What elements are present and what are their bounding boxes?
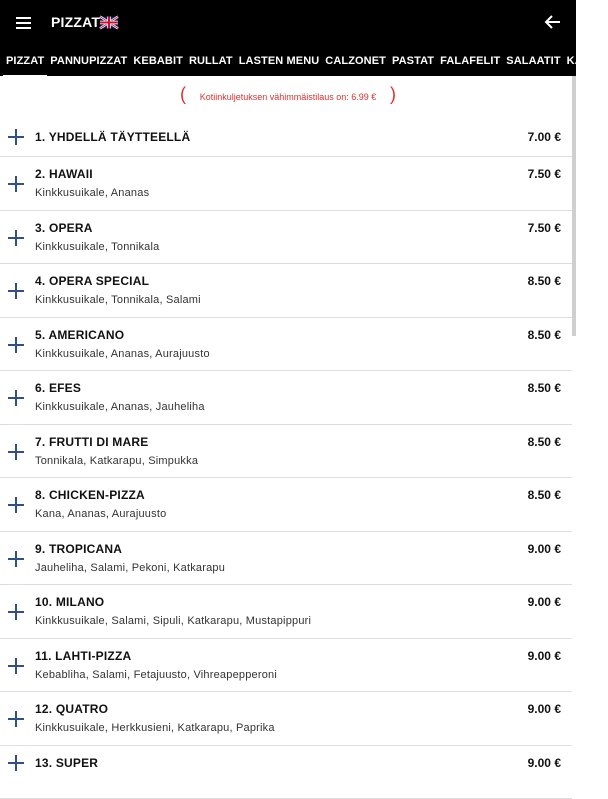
menu-item-row[interactable] bbox=[0, 585, 572, 639]
item-description: Kinkkusuikale, Tonnikala bbox=[35, 241, 159, 253]
item-price: 8.50 € bbox=[528, 328, 561, 342]
min-order-text: Kotiinkuljetuksen vähimmäistilaus on: 6.99 € bbox=[200, 92, 377, 102]
menu-item-row[interactable] bbox=[0, 639, 572, 693]
menu-item-row[interactable] bbox=[0, 692, 572, 746]
app-header bbox=[0, 0, 576, 46]
menu-item-row[interactable] bbox=[0, 746, 572, 799]
item-name: 5. AMERICANO bbox=[35, 328, 124, 342]
menu-item-row[interactable] bbox=[0, 371, 572, 425]
item-name: 4. OPERA SPECIAL bbox=[35, 274, 149, 288]
item-price: 9.00 € bbox=[528, 649, 561, 663]
menu-item-row[interactable] bbox=[0, 120, 572, 157]
add-item-plus-icon[interactable] bbox=[8, 604, 24, 620]
tab-pizzat[interactable]: PIZZAT bbox=[3, 47, 47, 77]
item-description: Kinkkusuikale, Salami, Sipuli, Katkarapu, Mustapippuri bbox=[35, 615, 311, 627]
item-description: Tonnikala, Katkarapu, Simpukka bbox=[35, 455, 198, 467]
tab-salaatit[interactable]: SALAATIT bbox=[503, 46, 563, 76]
item-price: 7.50 € bbox=[528, 221, 561, 235]
item-name: 7. FRUTTI DI MARE bbox=[35, 435, 148, 449]
add-item-plus-icon[interactable] bbox=[8, 129, 24, 145]
item-description: Kinkkusuikale, Ananas, Aurajuusto bbox=[35, 348, 210, 360]
menu-item-row[interactable] bbox=[0, 211, 572, 265]
tab-kanat[interactable]: KANAT bbox=[564, 46, 608, 76]
add-item-plus-icon[interactable] bbox=[8, 711, 24, 727]
item-name: 8. CHICKEN-PIZZA bbox=[35, 488, 145, 502]
item-price: 7.00 € bbox=[528, 130, 561, 144]
menu-item-row[interactable] bbox=[0, 318, 572, 372]
hamburger-menu-icon[interactable] bbox=[16, 17, 31, 29]
item-price: 9.00 € bbox=[528, 702, 561, 716]
page-title: PIZZAT bbox=[51, 14, 100, 30]
add-item-plus-icon[interactable] bbox=[8, 551, 24, 567]
tab-kebabit[interactable]: KEBABIT bbox=[130, 46, 186, 76]
add-item-plus-icon[interactable] bbox=[8, 176, 24, 192]
item-name: 10. MILANO bbox=[35, 595, 104, 609]
add-item-plus-icon[interactable] bbox=[8, 497, 24, 513]
item-name: 9. TROPICANA bbox=[35, 542, 122, 556]
uk-flag-icon[interactable] bbox=[100, 16, 118, 29]
add-item-plus-icon[interactable] bbox=[8, 755, 24, 771]
min-order-notice: ( Kotiinkuljetuksen vähimmäistilaus on: 6.99 € ) bbox=[180, 87, 396, 107]
add-item-plus-icon[interactable] bbox=[8, 283, 24, 299]
item-description: Kinkkusuikale, Ananas bbox=[35, 187, 149, 199]
item-price: 8.50 € bbox=[528, 381, 561, 395]
item-name: 11. LAHTI-PIZZA bbox=[35, 649, 131, 663]
item-description: Kana, Ananas, Aurajuusto bbox=[35, 508, 166, 520]
item-name: 13. SUPER bbox=[35, 756, 98, 770]
item-price: 9.00 € bbox=[528, 542, 561, 556]
item-price: 7.50 € bbox=[528, 167, 561, 181]
item-price: 9.00 € bbox=[528, 756, 561, 770]
item-description: Kebabliha, Salami, Fetajuusto, Vihreapepperoni bbox=[35, 669, 277, 681]
tab-rullat[interactable]: RULLAT bbox=[186, 46, 236, 76]
item-name: 2. HAWAII bbox=[35, 167, 93, 181]
item-description: Kinkkusuikale, Tonnikala, Salami bbox=[35, 294, 201, 306]
category-tabs bbox=[0, 46, 576, 76]
item-name: 12. QUATRO bbox=[35, 702, 108, 716]
menu-item-row[interactable] bbox=[0, 425, 572, 479]
item-name: 6. EFES bbox=[35, 381, 81, 395]
add-item-plus-icon[interactable] bbox=[8, 337, 24, 353]
item-name: 1. YHDELLÄ TÄYTTEELLÄ bbox=[35, 130, 190, 144]
item-description: Kinkkusuikale, Ananas, Jauheliha bbox=[35, 401, 205, 413]
item-price: 9.00 € bbox=[528, 595, 561, 609]
menu-item-row[interactable] bbox=[0, 532, 572, 586]
add-item-plus-icon[interactable] bbox=[8, 444, 24, 460]
item-price: 8.50 € bbox=[528, 488, 561, 502]
add-item-plus-icon[interactable] bbox=[8, 390, 24, 406]
tab-lasten-menu[interactable]: LASTEN MENU bbox=[236, 46, 323, 76]
tab-calzonet[interactable]: CALZONET bbox=[322, 46, 389, 76]
item-price: 8.50 € bbox=[528, 435, 561, 449]
item-name: 3. OPERA bbox=[35, 221, 93, 235]
menu-item-row[interactable] bbox=[0, 478, 572, 532]
scrollbar[interactable] bbox=[572, 76, 576, 336]
add-item-plus-icon[interactable] bbox=[8, 658, 24, 674]
tab-pastat[interactable]: PASTAT bbox=[389, 46, 437, 76]
item-description: Kinkkusuikale, Herkkusieni, Katkarapu, Paprika bbox=[35, 722, 275, 734]
item-description: Jauheliha, Salami, Pekoni, Katkarapu bbox=[35, 562, 225, 574]
arrow-left-icon[interactable] bbox=[544, 12, 562, 32]
menu-item-row[interactable] bbox=[0, 264, 572, 318]
add-item-plus-icon[interactable] bbox=[8, 230, 24, 246]
item-price: 8.50 € bbox=[528, 274, 561, 288]
menu-item-row[interactable] bbox=[0, 157, 572, 211]
tab-falafelit[interactable]: FALAFELIT bbox=[437, 46, 503, 76]
menu-list bbox=[0, 120, 572, 799]
tab-pannupizzat[interactable]: PANNUPIZZAT bbox=[47, 46, 130, 76]
